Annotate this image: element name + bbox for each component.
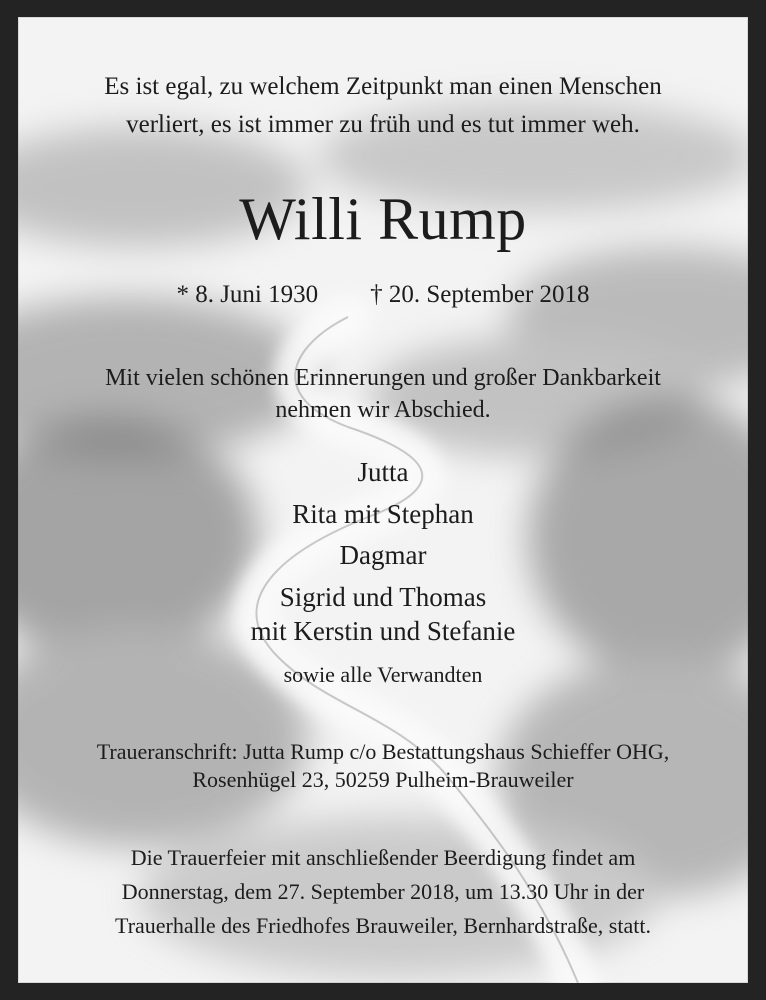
obituary-text [18,17,748,983]
relatives-line: sowie alle Verwandten [283,662,483,687]
address-line-1: Traueranschrift: Jutta Rump c/o Bestattungshaus Schieffer OHG, [96,739,670,764]
mourner-name: mit Kerstin und Stefanie [250,616,516,646]
mourner-name: Dagmar [339,540,427,570]
ceremony-line-1: Die Trauerfeier mit anschließender Beerdigung findet am [130,845,636,870]
quote-line-1: Es ist egal, zu welchem Zeitpunkt man einen Menschen [104,73,662,100]
life-dates [18,281,748,309]
death-date: † 20. September 2018 [370,281,590,308]
mourner-name: Rita mit Stephan [292,499,474,529]
address-line-2: Rosenhügel 23, 50259 Pulheim-Brauweiler [192,767,574,792]
obituary-card [18,17,748,983]
mourner-name: Jutta [357,457,409,487]
ceremony-line-3: Trauerhalle des Friedhofes Brauweiler, Bernhardstraße, statt. [115,913,651,938]
mourner-name: Sigrid und Thomas [279,582,487,612]
farewell-line-1: Mit vielen schönen Erinnerungen und großer Dankbarkeit [105,365,661,391]
quote-line-2: verliert, es ist immer zu früh und es tut immer weh. [126,111,640,138]
farewell-line-2: nehmen wir Abschied. [275,397,491,423]
ceremony-line-2: Donnerstag, dem 27. September 2018, um 13.30 Uhr in der [121,879,645,904]
birth-date: * 8. Juni 1930 [176,281,319,308]
deceased-name: Willi Rump [239,186,527,252]
